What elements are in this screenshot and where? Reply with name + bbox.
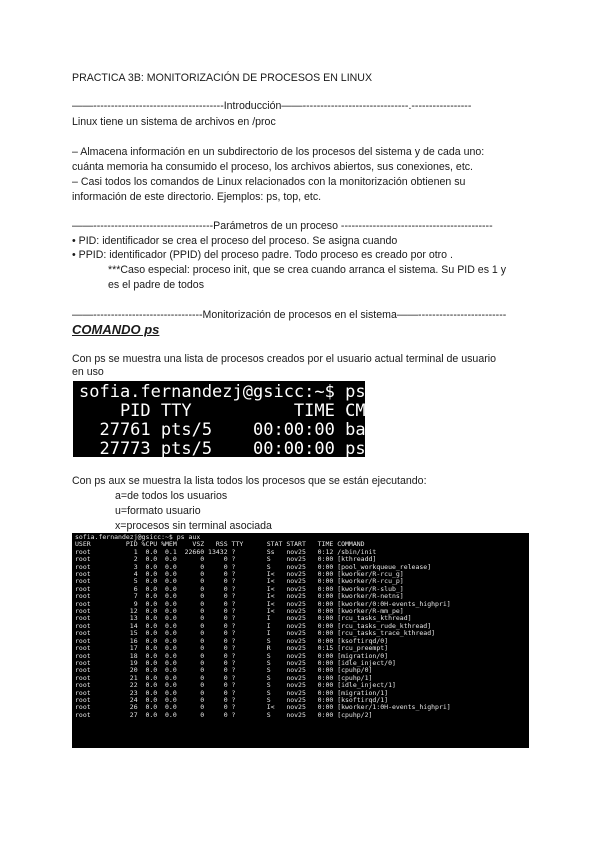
terminal-ps-aux	[72, 533, 529, 748]
terminal-line: sofia.fernandezj@gsicc:~$ ps	[79, 382, 366, 402]
bullet-line: – Casi todos los comandos de Linux relacionados con la monitorización obtienen su	[72, 176, 466, 188]
terminal-line: root 21 0.0 0.0 0 0 ? S nov25 0:00 [cpuhp/1]	[75, 673, 373, 682]
terminal-line: 27773 pts/5 00:00:00 ps	[79, 439, 366, 459]
terminal-line: root 2 0.0 0.0 0 0 ? S nov25 0:00 [kthreadd]	[75, 555, 377, 564]
terminal-line: root 7 0.0 0.0 0 0 ? I< nov25 0:00 [kworker/R-netns]	[75, 592, 404, 601]
terminal-line: root 18 0.0 0.0 0 0 ? S nov25 0:00 [migration/0]	[75, 651, 389, 660]
special-case: ***Caso especial: proceso init, que se crea cuando arranca el sistema. Su PID es 1 y	[108, 264, 507, 276]
terminal-line: sofia.fernandezj@gsicc:~$ ps aux	[75, 533, 201, 541]
terminal-line: root 12 0.0 0.0 0 0 ? I< nov25 0:00 [kworker/R-mm_pe]	[75, 607, 404, 616]
special-case: es el padre de todos	[108, 279, 205, 291]
terminal-ps	[73, 381, 387, 459]
terminal-line: PID TTY TIME CMD	[79, 401, 376, 421]
params-heading: ——----------------------------------Parámetros de un proceso -------------------------------------------	[72, 220, 493, 232]
terminal-line: root 3 0.0 0.0 0 0 ? S nov25 0:00 [pool_workqueue_release]	[75, 562, 432, 571]
terminal-line: root 17 0.0 0.0 0 0 ? R nov25 0:15 [rcu_preempt]	[75, 644, 389, 653]
terminal-line: root 20 0.0 0.0 0 0 ? S nov25 0:00 [cpuhp/0]	[75, 666, 373, 675]
terminal-line: root 26 0.0 0.0 0 0 ? I< nov25 0:00 [kworker/1:0H-events_highpri]	[75, 703, 451, 712]
terminal-line: 27761 pts/5 00:00:00 bash	[79, 420, 387, 440]
param-ppid: • PPID: identificador (PPID) del proceso padre. Todo proceso es creado por otro .	[72, 249, 453, 261]
page-title: PRACTICA 3B: MONITORIZACIÓN DE PROCESOS EN LINUX	[72, 72, 373, 84]
intro-text: Linux tiene un sistema de archivos en /proc	[72, 116, 276, 128]
ps-text: Con ps se muestra una lista de procesos creados por el usuario actual terminal de usuario	[72, 353, 496, 365]
command-heading: COMANDO ps	[72, 322, 160, 337]
terminal-line: root 19 0.0 0.0 0 0 ? S nov25 0:00 [idle_inject/0]	[75, 658, 396, 667]
aux-text: Con ps aux se muestra la lista todos los procesos que se están ejecutando:	[72, 475, 427, 487]
param-pid: • PID: identificador se crea el proceso del proceso. Se asigna cuando	[72, 235, 398, 247]
terminal-line: root 5 0.0 0.0 0 0 ? I< nov25 0:00 [kworker/R-rcu_p]	[75, 577, 404, 586]
terminal-line: root 14 0.0 0.0 0 0 ? I nov25 0:00 [rcu_tasks_rude_kthread]	[75, 621, 432, 630]
terminal-line: root 6 0.0 0.0 0 0 ? I< nov25 0:00 [kworker/R-slub_]	[75, 584, 404, 593]
terminal-line: root 16 0.0 0.0 0 0 ? S nov25 0:00 [ksoftirqd/0]	[75, 636, 389, 645]
bullet-line: – Almacena información en un subdirectorio de los procesos del sistema y de cada uno:	[72, 146, 485, 158]
terminal-line: root 27 0.0 0.0 0 0 ? S nov25 0:00 [cpuhp/2]	[75, 710, 373, 719]
aux-option: x=procesos sin terminal asociada	[115, 520, 272, 532]
ps-text: en uso	[72, 366, 104, 378]
terminal-line: root 24 0.0 0.0 0 0 ? S nov25 0:00 [ksoftirqd/1]	[75, 695, 389, 704]
bullet-line: cuánta memoria ha consumido el proceso, los archivos abiertos, sus conexiones, etc.	[72, 161, 474, 173]
intro-heading: ——-------------------------------------Introducción——------------------------------.-----------------	[72, 100, 472, 112]
terminal-line: root 22 0.0 0.0 0 0 ? S nov25 0:00 [idle_inject/1]	[75, 681, 396, 690]
terminal-line: root 9 0.0 0.0 0 0 ? I< nov25 0:00 [kworker/0:0H-events_highpri]	[75, 599, 451, 608]
aux-option: a=de todos los usuarios	[115, 490, 228, 502]
aux-option: u=formato usuario	[115, 505, 201, 517]
terminal-line: root 1 0.0 0.1 22660 13432 ? Ss nov25 0:12 /sbin/init	[75, 547, 377, 556]
terminal-line: root 4 0.0 0.0 0 0 ? I< nov25 0:00 [kworker/R-rcu_g]	[75, 570, 404, 579]
terminal-line: root 15 0.0 0.0 0 0 ? I nov25 0:00 [rcu_tasks_trace_kthread]	[75, 629, 436, 638]
terminal-line: USER PID %CPU %MEM VSZ RSS TTY STAT START TIME COMMAND	[75, 540, 365, 549]
bullet-line: información de este directorio. Ejemplos: ps, top, etc.	[72, 191, 322, 203]
terminal-line: root 13 0.0 0.0 0 0 ? I nov25 0:00 [rcu_tasks_kthread]	[75, 614, 412, 623]
monitor-heading: ——-------------------------------Monitorización de procesos en el sistema——-------------------------	[72, 309, 507, 321]
terminal-line: root 23 0.0 0.0 0 0 ? S nov25 0:00 [migration/1]	[75, 688, 389, 697]
